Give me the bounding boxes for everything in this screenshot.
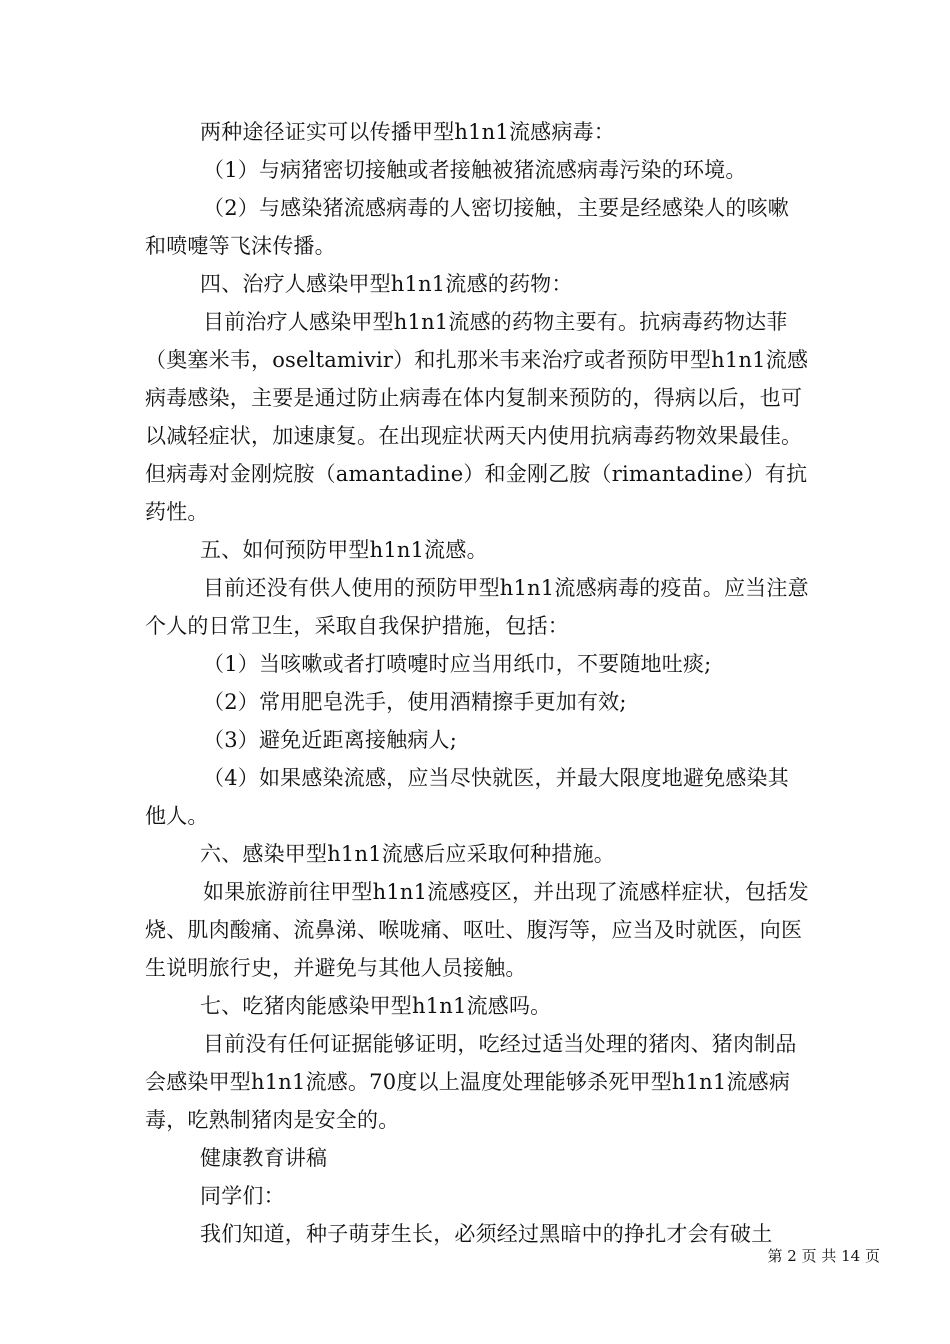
paragraph-pork: 目前没有任何证据能够证明，吃经过适当处理的猪肉、猪肉制品会感染甲型h1n1流感。70度以上温度处理能够杀死甲型h1n1流感病毒，吃熟制猪肉是安全的。 bbox=[145, 1032, 797, 1132]
paragraph-measures: 如果旅游前往甲型h1n1流感疫区，并出现了流感样症状，包括发烧、肌肉酸痛、流鼻涕、喉咙痛、呕吐、腹泻等，应当及时就医，向医生说明旅行史，并避免与其他人员接触。 bbox=[145, 880, 809, 980]
section-heading-treatment: 四、治疗人感染甲型h1n1流感的药物： bbox=[200, 272, 573, 296]
paragraph-prevention: 目前还没有供人使用的预防甲型h1n1流感病毒的疫苗。应当注意个人的日常卫生，采取自我保护措施，包括： bbox=[145, 576, 809, 638]
paragraph-prevention-3: （3）避免近距离接触病人; bbox=[203, 728, 458, 752]
section-heading-lecture: 健康教育讲稿 bbox=[200, 1146, 328, 1170]
paragraph-prevention-2: （2）常用肥皂洗手，使用酒精擦手更加有效; bbox=[203, 690, 627, 714]
paragraph-prevention-1: （1）当咳嗽或者打喷嚏时应当用纸巾，不要随地吐痰; bbox=[203, 652, 712, 676]
paragraph-greeting: 同学们： bbox=[200, 1184, 285, 1208]
section-heading-measures: 六、感染甲型h1n1流感后应采取何种措施。 bbox=[200, 842, 615, 866]
page-number-footer: 第 2 页 共 14 页 bbox=[767, 1247, 880, 1265]
section-heading-prevention: 五、如何预防甲型h1n1流感。 bbox=[200, 538, 488, 562]
paragraph-route-1: （1）与病猪密切接触或者接触被猪流感病毒污染的环境。 bbox=[203, 158, 747, 182]
paragraph-route-2: （2）与感染猪流感病毒的人密切接触，主要是经感染人的咳嗽和喷嚏等飞沫传播。 bbox=[145, 196, 789, 258]
section-heading-pork: 七、吃猪肉能感染甲型h1n1流感吗。 bbox=[200, 994, 552, 1018]
paragraph-lecture-opening: 我们知道，种子萌芽生长，必须经过黑暗中的挣扎才会有破土 bbox=[200, 1222, 773, 1246]
paragraph-transmission-routes: 两种途径证实可以传播甲型h1n1流感病毒： bbox=[200, 120, 615, 144]
paragraph-treatment: 目前治疗人感染甲型h1n1流感的药物主要有。抗病毒药物达菲（奥塞米韦，oseltamivir）和扎那米韦来治疗或者预防甲型h1n1流感病毒感染，主要是通过防止病毒在体内复制来预防的，得病以后，也可以减轻症状，加速康复。在出现症状两天内使用抗病毒药物效果最佳。但病毒对金刚烷胺（amantadine）和金刚乙胺（rimantadine）有抗药性。 bbox=[145, 310, 809, 524]
document-body bbox=[145, 113, 810, 1253]
paragraph-prevention-4: （4）如果感染流感，应当尽快就医，并最大限度地避免感染其他人。 bbox=[145, 766, 789, 828]
